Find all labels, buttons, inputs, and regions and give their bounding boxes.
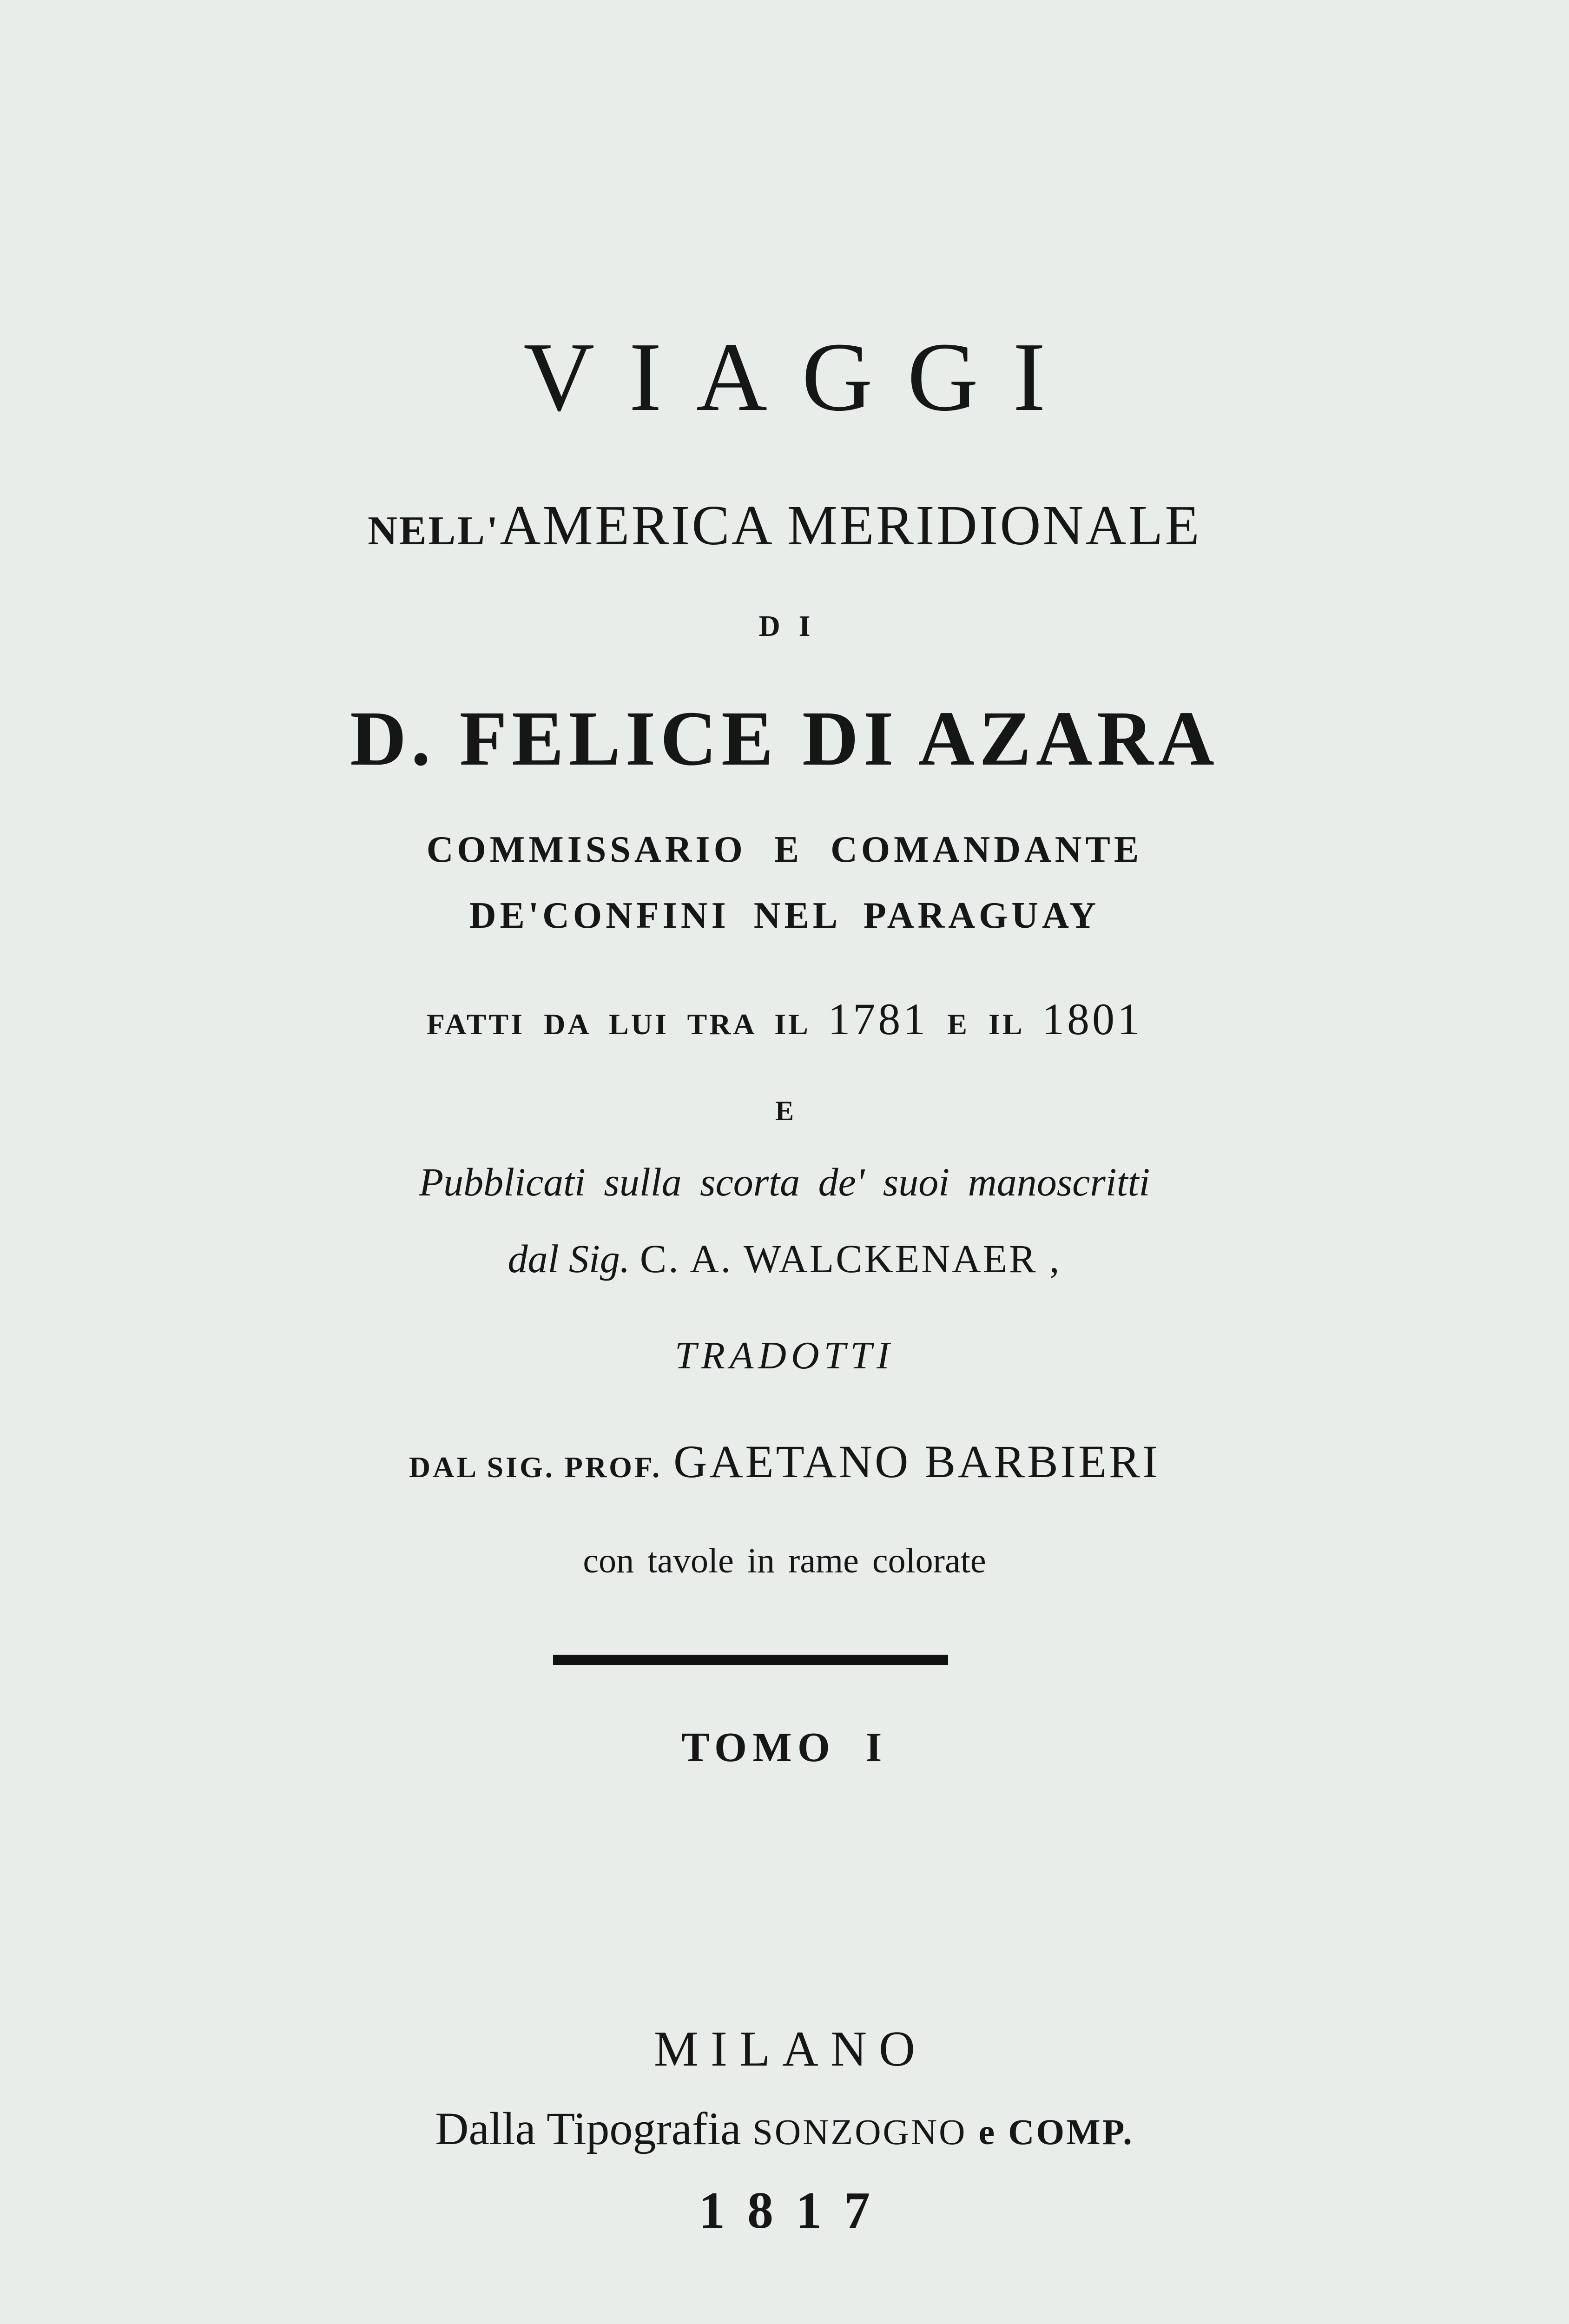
- travel-dates-mid: E IL: [947, 1008, 1023, 1041]
- year-end: 1801: [1042, 994, 1143, 1044]
- book-subtitle: [0, 494, 1569, 557]
- printer-comp: COMP.: [1008, 2112, 1134, 2152]
- author-office-line-2: DE'CONFINI NEL PARAGUAY: [469, 895, 1100, 936]
- translator-line: [0, 1436, 1569, 1487]
- travel-dates-prefix: FATTI DA LUI TRA IL: [426, 1008, 809, 1041]
- travel-dates-line: [0, 994, 1569, 1044]
- printer-prefix: Dalla Tipografia: [435, 2103, 741, 2154]
- editor-prefix: dal Sig.: [508, 1236, 630, 1281]
- printer-name: SONZOGNO: [752, 2112, 967, 2152]
- translated-label: TRADOTTI: [674, 1334, 895, 1377]
- book-title: VIAGGI: [523, 322, 1080, 431]
- plates-note: con tavole in rame colorate: [583, 1541, 986, 1580]
- translator-prefix: DAL SIG. PROF.: [409, 1451, 662, 1484]
- conjunction: E: [775, 1096, 794, 1126]
- imprint-printer: [0, 2103, 1569, 2154]
- translator-name: GAETANO BARBIERI: [673, 1436, 1160, 1487]
- imprint-city: MILANO: [654, 2021, 927, 2077]
- imprint-year: 1817: [699, 2182, 892, 2239]
- author-office-line-1: COMMISSARIO E COMANDANTE: [426, 829, 1143, 870]
- subtitle-text: AMERICA MERIDIONALE: [500, 494, 1201, 557]
- divider-rule: [553, 1655, 948, 1665]
- editor-name: C. A. WALCKENAER ,: [639, 1236, 1061, 1281]
- published-line: Pubblicati sulla scorta de' suoi manoscritti: [419, 1160, 1150, 1204]
- year-start: 1781: [828, 994, 929, 1044]
- author-name: D. FELICE DI AZARA: [350, 695, 1219, 782]
- printer-and: e: [978, 2112, 997, 2152]
- subtitle-prefix: NELL': [368, 508, 500, 554]
- by-line: DI: [758, 609, 829, 642]
- volume-label: TOMO I: [681, 1724, 888, 1770]
- editor-line: [0, 1236, 1569, 1281]
